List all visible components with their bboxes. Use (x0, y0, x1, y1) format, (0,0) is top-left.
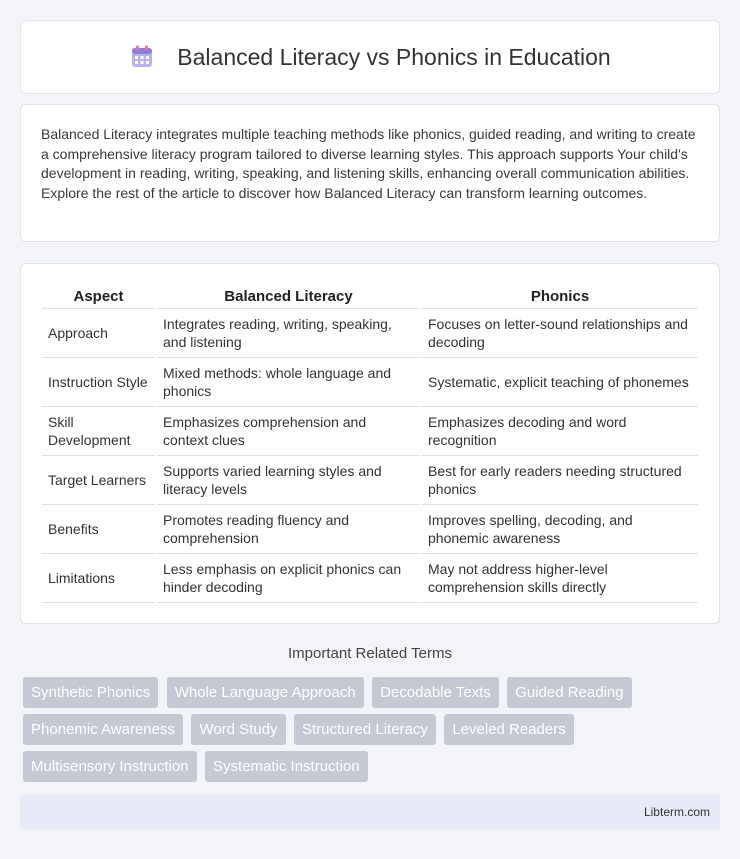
table-row (42, 553, 698, 602)
tag-multisensory-instruction[interactable]: Multisensory Instruction (23, 751, 197, 782)
tag-synthetic-phonics[interactable]: Synthetic Phonics (23, 677, 158, 708)
comparison-card (20, 263, 720, 624)
intro-card (20, 104, 720, 242)
phonics-cell: Best for early readers needing structured phonics (421, 455, 698, 504)
aspect-cell: Instruction Style (42, 357, 156, 406)
balanced-literacy-cell: Promotes reading fluency and comprehension (156, 504, 421, 553)
phonics-cell: Improves spelling, decoding, and phonemic awareness (421, 504, 698, 553)
table-row (42, 357, 698, 406)
tag-systematic-instruction[interactable]: Systematic Instruction (205, 751, 368, 782)
phonics-cell: Systematic, explicit teaching of phonemes (421, 357, 698, 406)
tag-leveled-readers[interactable]: Leveled Readers (444, 714, 573, 745)
phonics-cell: Emphasizes decoding and word recognition (421, 406, 698, 455)
table-header-row (42, 284, 698, 308)
table-row (42, 406, 698, 455)
title-card (20, 20, 720, 94)
aspect-cell: Benefits (42, 504, 156, 553)
tag-word-study[interactable]: Word Study (191, 714, 285, 745)
header-balanced-literacy: Balanced Literacy (156, 284, 421, 308)
balanced-literacy-cell: Supports varied learning styles and literacy levels (156, 455, 421, 504)
page-title: Balanced Literacy vs Phonics in Education (177, 43, 611, 70)
comparison-table (42, 284, 698, 603)
table-row (42, 504, 698, 553)
intro-text: Balanced Literacy integrates multiple teaching methods like phonics, guided reading, and writing to create a comprehensive literacy program tailored to diverse learning styles. This approach supports Your child's development in reading, writing, speaking, and listening skills, enhancing overall communication abilities. Explore the rest of the article to discover how Balanced Literacy can transform learning outcomes. (41, 126, 696, 201)
table-row (42, 455, 698, 504)
balanced-literacy-cell: Integrates reading, writing, speaking, and listening (156, 308, 421, 357)
header-phonics: Phonics (421, 284, 698, 308)
balanced-literacy-cell: Emphasizes comprehension and context clues (156, 406, 421, 455)
calendar-icon (129, 44, 155, 70)
footer-site-link[interactable]: Libterm.com (643, 805, 710, 819)
tag-phonemic-awareness[interactable]: Phonemic Awareness (23, 714, 183, 745)
table-row (42, 308, 698, 357)
aspect-cell: Limitations (42, 553, 156, 602)
phonics-cell: May not address higher-level comprehension skills directly (421, 553, 698, 602)
phonics-cell: Focuses on letter-sound relationships and decoding (421, 308, 698, 357)
aspect-cell: Approach (42, 308, 156, 357)
related-terms-title: Important Related Terms (288, 645, 452, 662)
aspect-cell: Skill Development (42, 406, 156, 455)
header-aspect: Aspect (42, 284, 156, 308)
tag-guided-reading[interactable]: Guided Reading (507, 677, 631, 708)
balanced-literacy-cell: Less emphasis on explicit phonics can hinder decoding (156, 553, 421, 602)
related-terms-list (23, 677, 703, 788)
footer (20, 795, 720, 829)
tag-whole-language-approach[interactable]: Whole Language Approach (167, 677, 364, 708)
tag-structured-literacy[interactable]: Structured Literacy (294, 714, 436, 745)
aspect-cell: Target Learners (42, 455, 156, 504)
balanced-literacy-cell: Mixed methods: whole language and phonics (156, 357, 421, 406)
tag-decodable-texts[interactable]: Decodable Texts (372, 677, 499, 708)
